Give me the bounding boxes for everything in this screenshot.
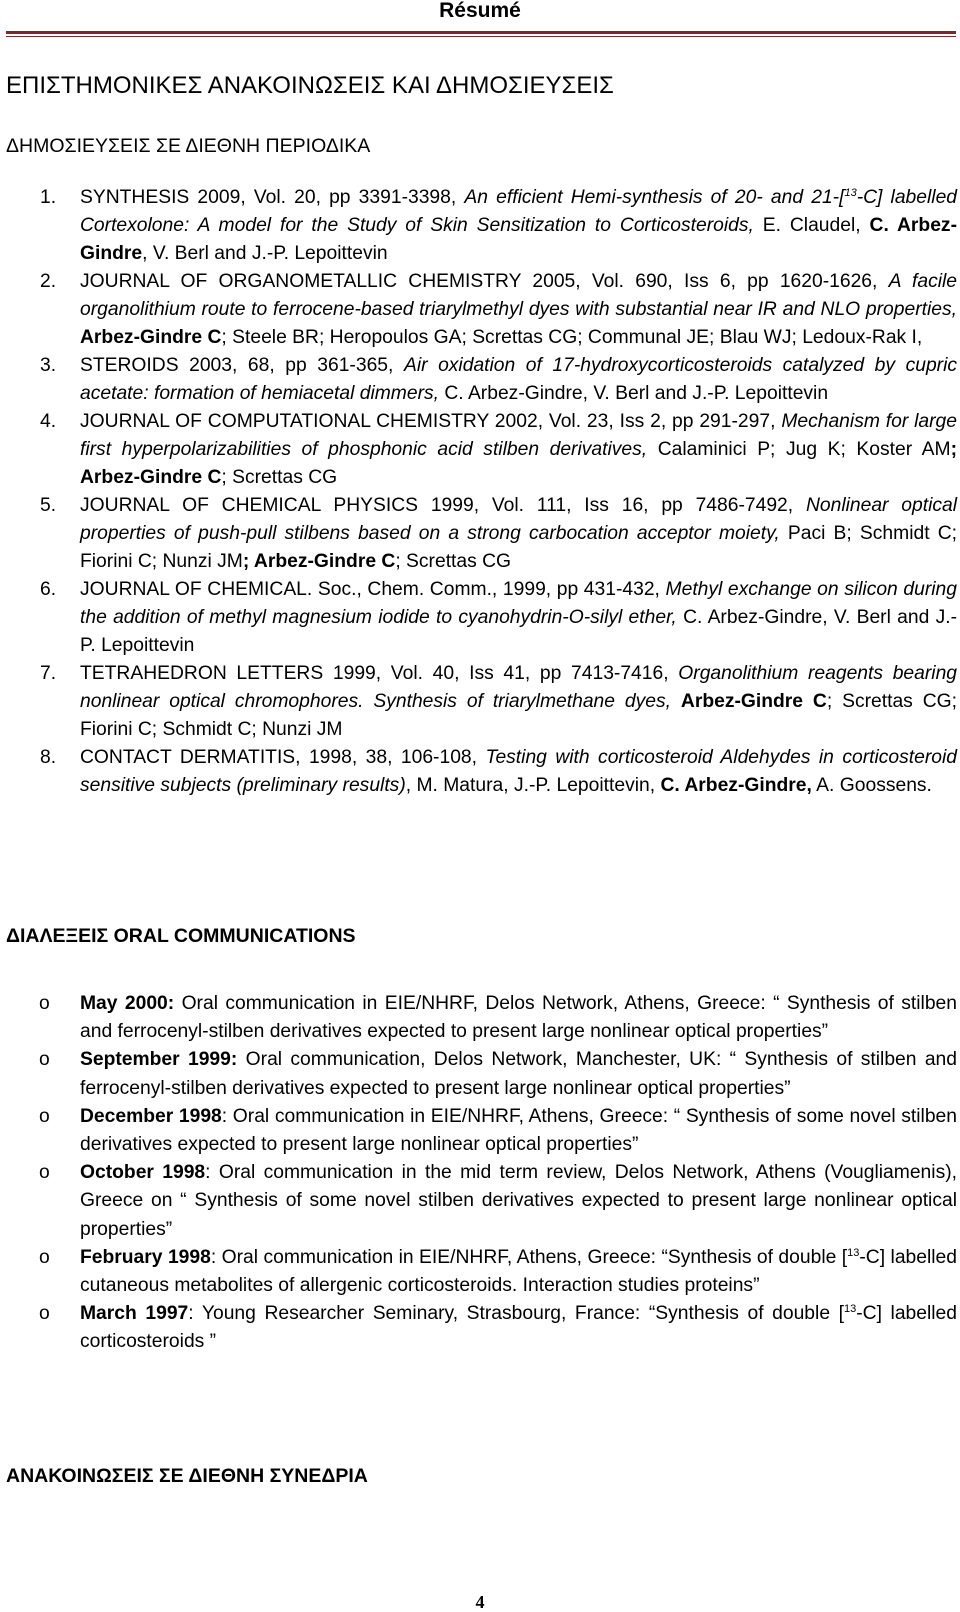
publication-item — [0, 268, 957, 352]
header-rule-thick — [6, 31, 956, 34]
publication-source: TETRAHEDRON LETTERS 1999, Vol. 40, Iss 41, pp 7413-7416, — [80, 663, 669, 684]
publication-item — [0, 744, 957, 800]
publication-number: 2. — [40, 271, 57, 292]
publication-authors: Paci B; Schmidt C; Fiorini C; Nunzi JM; Arbez-Gindre C; Screttas CG — [80, 523, 957, 572]
oral-communications-list — [0, 990, 960, 1357]
page-number: 4 — [475, 1592, 485, 1612]
oral-date: March 1997 — [80, 1303, 189, 1325]
publication-source: STEROIDS 2003, 68, pp 361-365, — [80, 355, 394, 376]
oral-text: : Young Researcher Seminary, Strasbourg, France: “Synthesis of double [$^{13}$-C] labelled corticosteroids ” — [80, 1303, 958, 1353]
bullet-icon: o — [39, 1246, 50, 1268]
oral-date: December 1998 — [80, 1105, 222, 1127]
publication-number: 6. — [40, 579, 57, 600]
main-heading: ΕΠΙΣΤΗΜΟΝΙΚΕΣ ΑΝΑΚΟΙΝΩΣΕΙΣ ΚΑΙ ΔΗΜΟΣΙΕΥΣΕΙΣ — [6, 72, 614, 99]
oral-text: Oral communication in EIE/NHRF, Delos Network, Athens, Greece: “ Synthesis of stilben and ferrocenyl-stilben derivatives expected to present large nonlinear optical properties” — [80, 993, 957, 1043]
publication-number: 1. — [40, 187, 57, 208]
oral-date: October 1998 — [80, 1162, 206, 1184]
bullet-icon: o — [39, 993, 50, 1014]
bullet-icon: o — [39, 1105, 50, 1127]
conferences-heading: ΑΝΑΚΟΙΝΩΣΕΙΣ ΣΕ ΔΙΕΘΝΗ ΣΥΝΕΔΡΙΑ — [6, 1465, 368, 1487]
publication-authors: E. Claudel, C. Arbez-Gindre, V. Berl and J.-P. Lepoittevin — [80, 215, 957, 264]
bullet-icon: o — [39, 1049, 50, 1071]
publication-title: Mechanism for large first hyperpolarizabilities of phosphonic acid stilben derivatives, — [80, 411, 957, 460]
header-title: Résumé — [439, 0, 521, 22]
oral-text: : Oral communication in the mid term review, Delos Network, Athens (Vougliamenis), Greece on “ Synthesis of some novel stilben derivatives expected to present large nonlinear optical properties” — [80, 1162, 957, 1240]
oral-text: : Oral communication in EIE/NHRF, Athens, Greece: “Synthesis of double [$^{13}$-C] labelled cutaneous metabolites of allergenic corticosteroids. Interaction studies proteins” — [80, 1246, 957, 1297]
publications-list — [0, 184, 960, 800]
publication-source: JOURNAL OF COMPUTATIONAL CHEMISTRY 2002, Vol. 23, Iss 2, pp 291-297, — [80, 411, 776, 432]
oral-item — [0, 990, 957, 1046]
bullet-icon: o — [39, 1303, 50, 1325]
publication-authors: Calaminici P; Jug K; Koster AM; Arbez-Gindre C; Screttas CG — [80, 439, 957, 488]
publication-number: 5. — [40, 495, 57, 516]
publication-authors: C. Arbez-Gindre, V. Berl and J.-P. Lepoittevin — [80, 607, 958, 656]
publication-source: SYNTHESIS 2009, Vol. 20, pp 3391-3398, — [80, 187, 457, 208]
publication-item — [0, 352, 957, 408]
publication-title: Organolithium reagents bearing nonlinear optical chromophores. Synthesis of triarylmethane dyes, — [80, 663, 958, 712]
oral-text: Oral communication, Delos Network, Manchester, UK: “ Synthesis of stilben and ferrocenyl-stilben derivatives expected to present large nonlinear optical properties” — [80, 1049, 958, 1099]
publication-item — [0, 660, 957, 744]
oral-date: May 2000: — [80, 993, 175, 1014]
publication-title: An efficient Hemi-synthesis of 20- and 21-[$^{13}$-C] labelled Cortexolone: A model for the Study of Skin Sensitization to Corticosteroids, — [80, 187, 958, 236]
publication-item — [0, 492, 957, 576]
publication-authors: Arbez-Gindre C; Steele BR; Heropoulos GA; Screttas CG; Communal JE; Blau WJ; Ledoux-Rak I, — [80, 327, 923, 348]
oral-date: February 1998 — [80, 1246, 211, 1268]
oral-item — [0, 1300, 957, 1356]
oral-item — [0, 1159, 957, 1244]
publication-number: 4. — [40, 411, 57, 432]
header-rule-thin — [6, 36, 956, 37]
publication-item — [0, 408, 957, 492]
publications-heading: ΔΗΜΟΣΙΕΥΣΕΙΣ ΣΕ ΔΙΕΘΝΗ ΠΕΡΙΟΔΙΚΑ — [6, 135, 371, 157]
bullet-icon: o — [39, 1162, 50, 1184]
publication-source: JOURNAL OF ORGANOMETALLIC CHEMISTRY 2005, Vol. 690, Iss 6, pp 1620-1626, — [80, 271, 878, 292]
oral-text: : Oral communication in EIE/NHRF, Athens, Greece: “ Synthesis of some novel stilben derivatives expected to present large nonlinear optical properties” — [80, 1105, 957, 1156]
oral-communications-heading: ΔΙΑΛΕΞΕΙΣ ORAL COMMUNICATIONS — [6, 925, 356, 947]
oral-item — [0, 1244, 957, 1300]
publication-source: JOURNAL OF CHEMICAL. Soc., Chem. Comm., 1999, pp 431-432, — [80, 579, 660, 600]
publication-title: Air oxidation of 17-hydroxycorticosteroids catalyzed by cupric acetate: formation of hemiacetal dimmers, — [80, 355, 958, 404]
oral-date: September 1999: — [80, 1049, 238, 1071]
publication-title: Nonlinear optical properties of push-pull stilbens based on a strong carbocation acceptor moiety, — [80, 495, 958, 544]
publication-title: Testing with corticosteroid Aldehydes in corticosteroid sensitive subjects (preliminary results) — [80, 747, 957, 796]
publication-authors: , M. Matura, J.-P. Lepoittevin, C. Arbez-Gindre, A. Goossens. — [405, 775, 932, 796]
publication-number: 8. — [40, 747, 57, 768]
publication-number: 7. — [40, 663, 57, 684]
publication-title: A facile organolithium route to ferrocene-based triarylmethyl dyes with substantial near IR and NLO properties, — [80, 271, 958, 320]
publication-authors: C. Arbez-Gindre, V. Berl and J.-P. Lepoittevin — [444, 383, 829, 404]
publication-authors: Arbez-Gindre C; Screttas CG; Fiorini C; Schmidt C; Nunzi JM — [80, 691, 957, 740]
publication-number: 3. — [40, 355, 57, 376]
oral-item — [0, 1046, 957, 1102]
oral-item — [0, 1103, 957, 1159]
publication-source: CONTACT DERMATITIS, 1998, 38, 106-108, — [80, 747, 477, 768]
publication-source: JOURNAL OF CHEMICAL PHYSICS 1999, Vol. 111, Iss 16, pp 7486-7492, — [80, 495, 794, 516]
publication-title: Methyl exchange on silicon during the addition of methyl magnesium iodide to cyanohydrin-O-silyl ether, — [80, 579, 957, 628]
publication-item — [0, 576, 957, 660]
publication-item — [0, 184, 957, 268]
